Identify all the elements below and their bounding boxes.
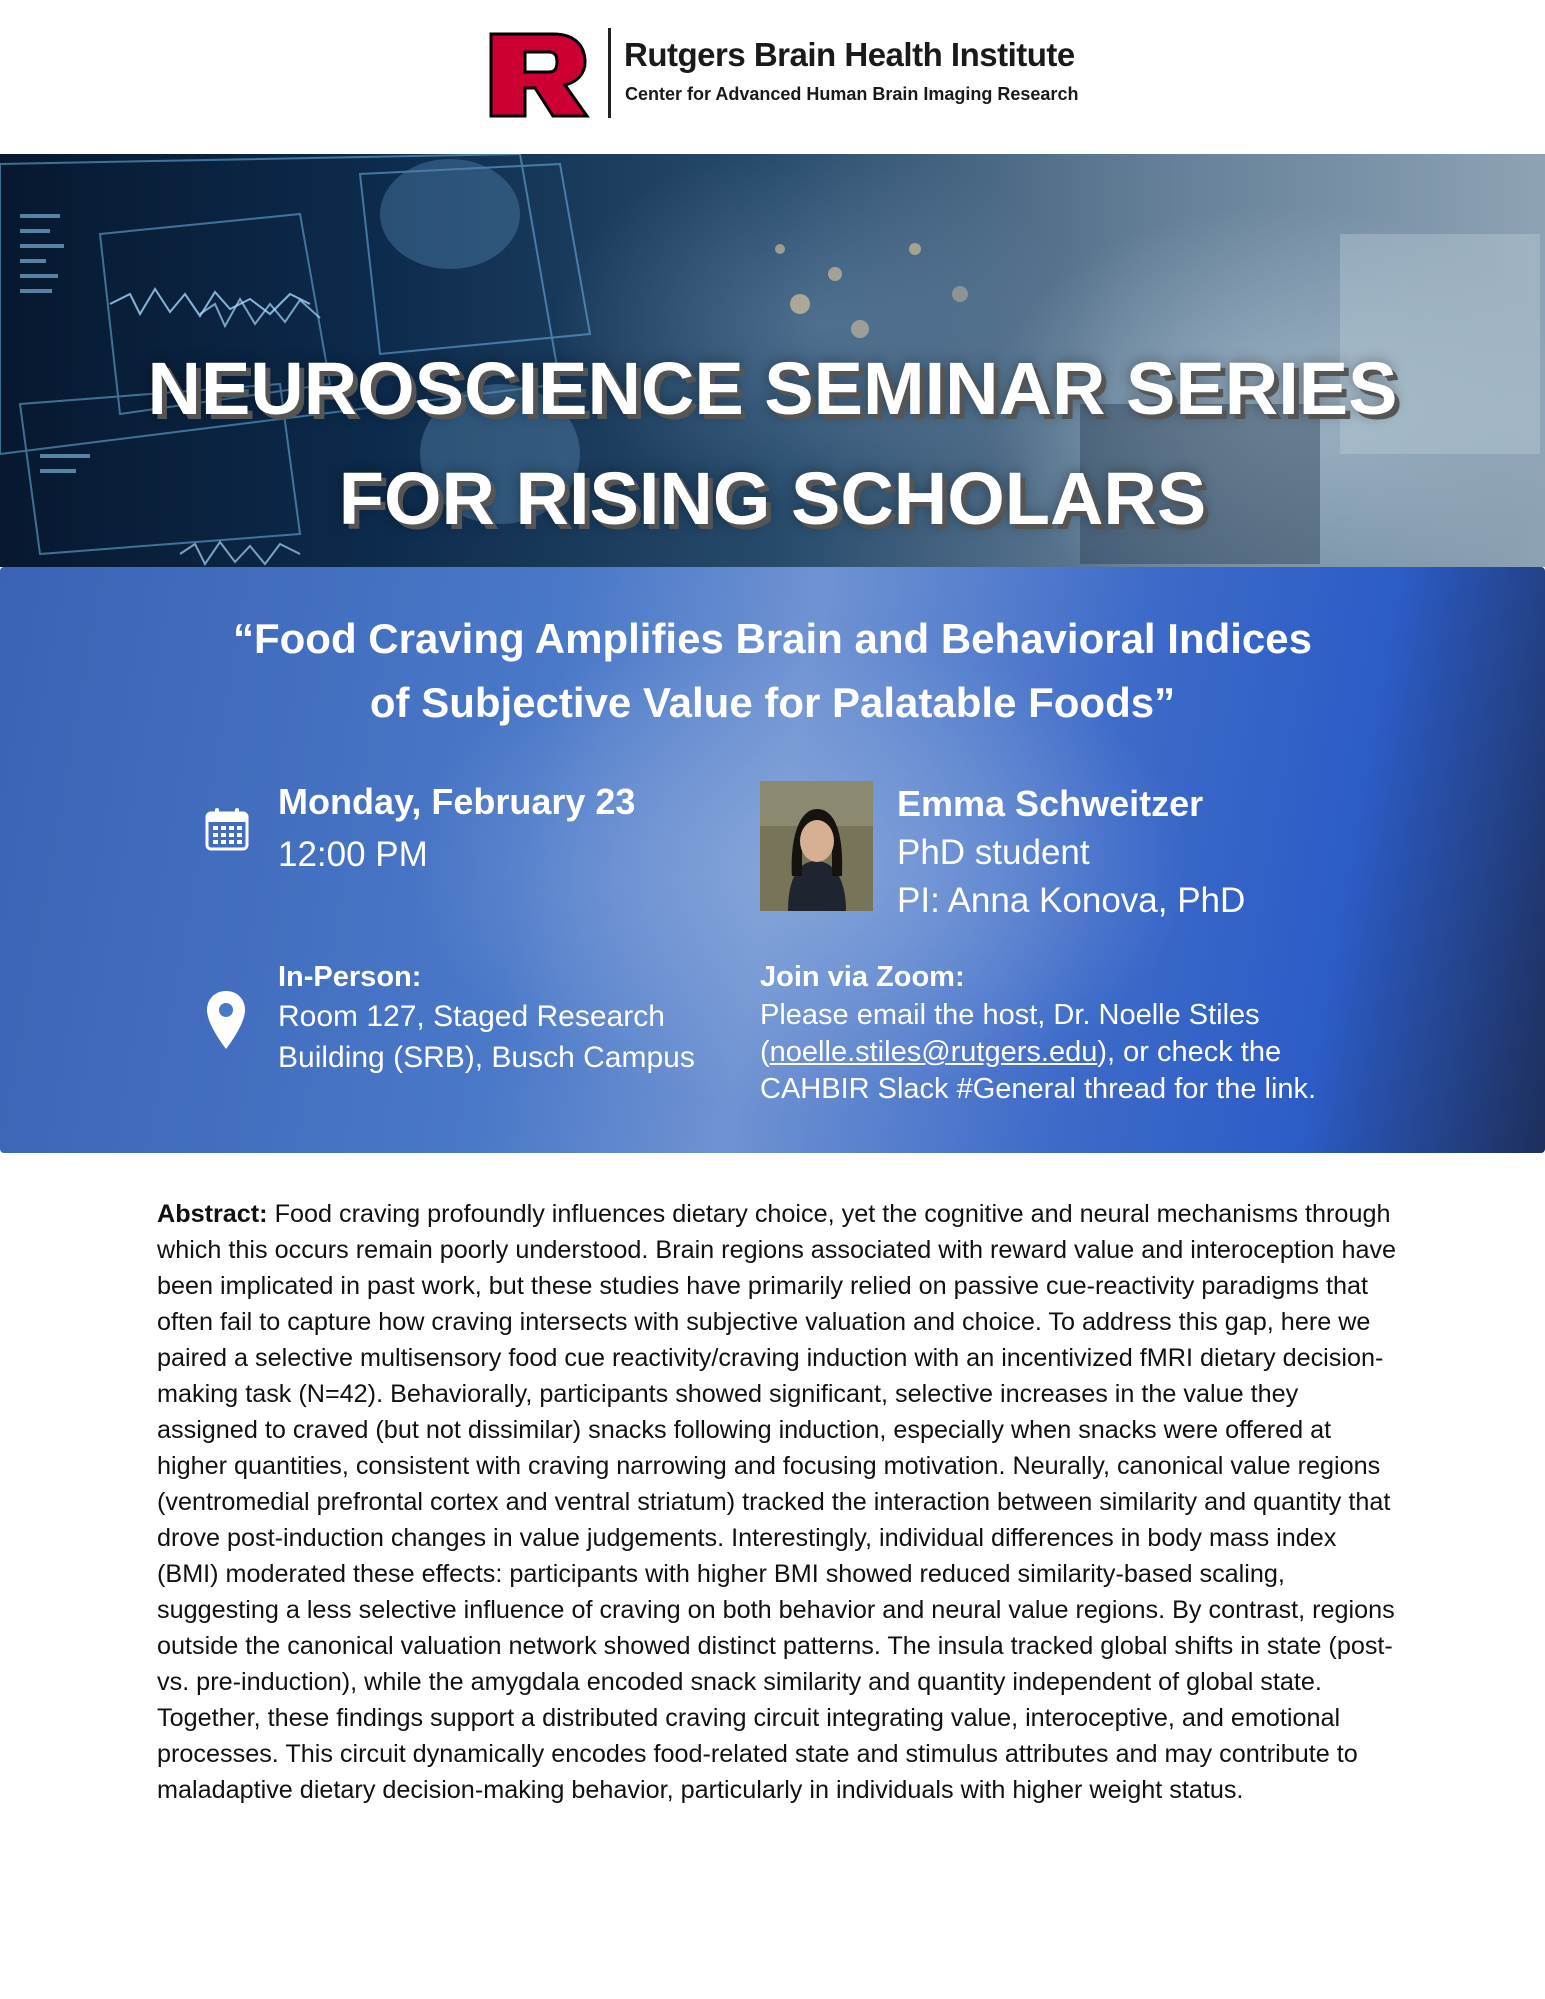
event-info-panel (0, 567, 1545, 1153)
talk-title-line2: of Subjective Value for Palatable Foods” (369, 679, 1176, 726)
event-date: Monday, February 23 (278, 781, 636, 822)
talk-title-line1: “Food Craving Amplifies Brain and Behavioral Indices (233, 615, 1312, 662)
institute-name: Rutgers Brain Health Institute (624, 36, 1075, 73)
series-title-line2: FOR RISING SCHOLARS (338, 457, 1207, 540)
abstract (157, 1196, 1397, 1808)
speaker-pi: PI: Anna Konova, PhD (897, 881, 1246, 920)
zoom-line3: CAHBIR Slack #General thread for the link. (760, 1073, 1317, 1105)
zoom-line2-suffix: ), or check the (1097, 1036, 1282, 1068)
zoom-heading: Join via Zoom: (760, 961, 965, 993)
speaker-photo (760, 781, 873, 911)
institute-subtitle: Center for Advanced Human Brain Imaging Research (625, 84, 1079, 104)
abstract-label: Abstract: (157, 1200, 268, 1228)
zoom-line1: Please email the host, Dr. Noelle Stiles (760, 999, 1260, 1031)
logo-divider (608, 28, 611, 118)
page-header (0, 0, 1545, 154)
in-person-heading: In-Person: (278, 961, 422, 993)
calendar-icon (205, 807, 249, 851)
abstract-text: Food craving profoundly influences dietary choice, yet the cognitive and neural mechanisms through which this occurs remain poorly understood. Brain regions associated with reward value and interoception have been implicated in past work, but these studies have primarily relied on passive cue-reactivity paradigms that often fail to capture how craving intersects with subjective valuation and choice. To address this gap, here we paired a selective multisensory food cue reactivity/craving induction with an incentivized fMRI dietary decision-making task (N=42). Behaviorally, participants showed significant, selective increases in the value they assigned to craved (but not dissimilar) snacks following induction, especially when snacks were offered at higher quantities, consistent with craving narrowing and focusing motivation. Neurally, canonical value regions (ventromedial prefrontal cortex and ventral striatum) tracked the interaction between similarity and quantity that drove post-induction changes in value judgements. Interestingly, individual differences in body mass index (BMI) moderated these effects: participants with higher BMI showed reduced similarity-based scaling, suggesting a less selective influence of craving on both behavior and neural value regions. By contrast, regions outside the canonical valuation network showed distinct patterns. The insula tracked global shifts in state (post- vs. pre-induction), while the amygdala encoded snack similarity and quantity independent of global state. Together, these findings support a distributed craving circuit integrating value, interoceptive, and emotional processes. This circuit dynamically encodes food-related state and stimulus attributes and may contribute to maladaptive dietary decision-making behavior, particularly in individuals with higher weight status. (157, 1200, 1397, 1804)
hero-banner (0, 154, 1545, 567)
zoom-line2-prefix: ( (760, 1036, 770, 1068)
location-line1: Room 127, Staged Research (278, 1000, 665, 1033)
map-pin-icon (205, 989, 247, 1051)
host-email-link[interactable]: noelle.stiles@rutgers.edu (769, 1036, 1098, 1068)
speaker-name: Emma Schweitzer (897, 783, 1204, 824)
zoom-line2 (760, 1036, 1281, 1069)
event-time: 12:00 PM (278, 835, 428, 874)
rutgers-logo (487, 30, 591, 120)
location-line2: Building (SRB), Busch Campus (278, 1041, 695, 1074)
series-title-line1: NEUROSCIENCE SEMINAR SERIES (147, 347, 1398, 430)
speaker-role: PhD student (897, 833, 1090, 872)
